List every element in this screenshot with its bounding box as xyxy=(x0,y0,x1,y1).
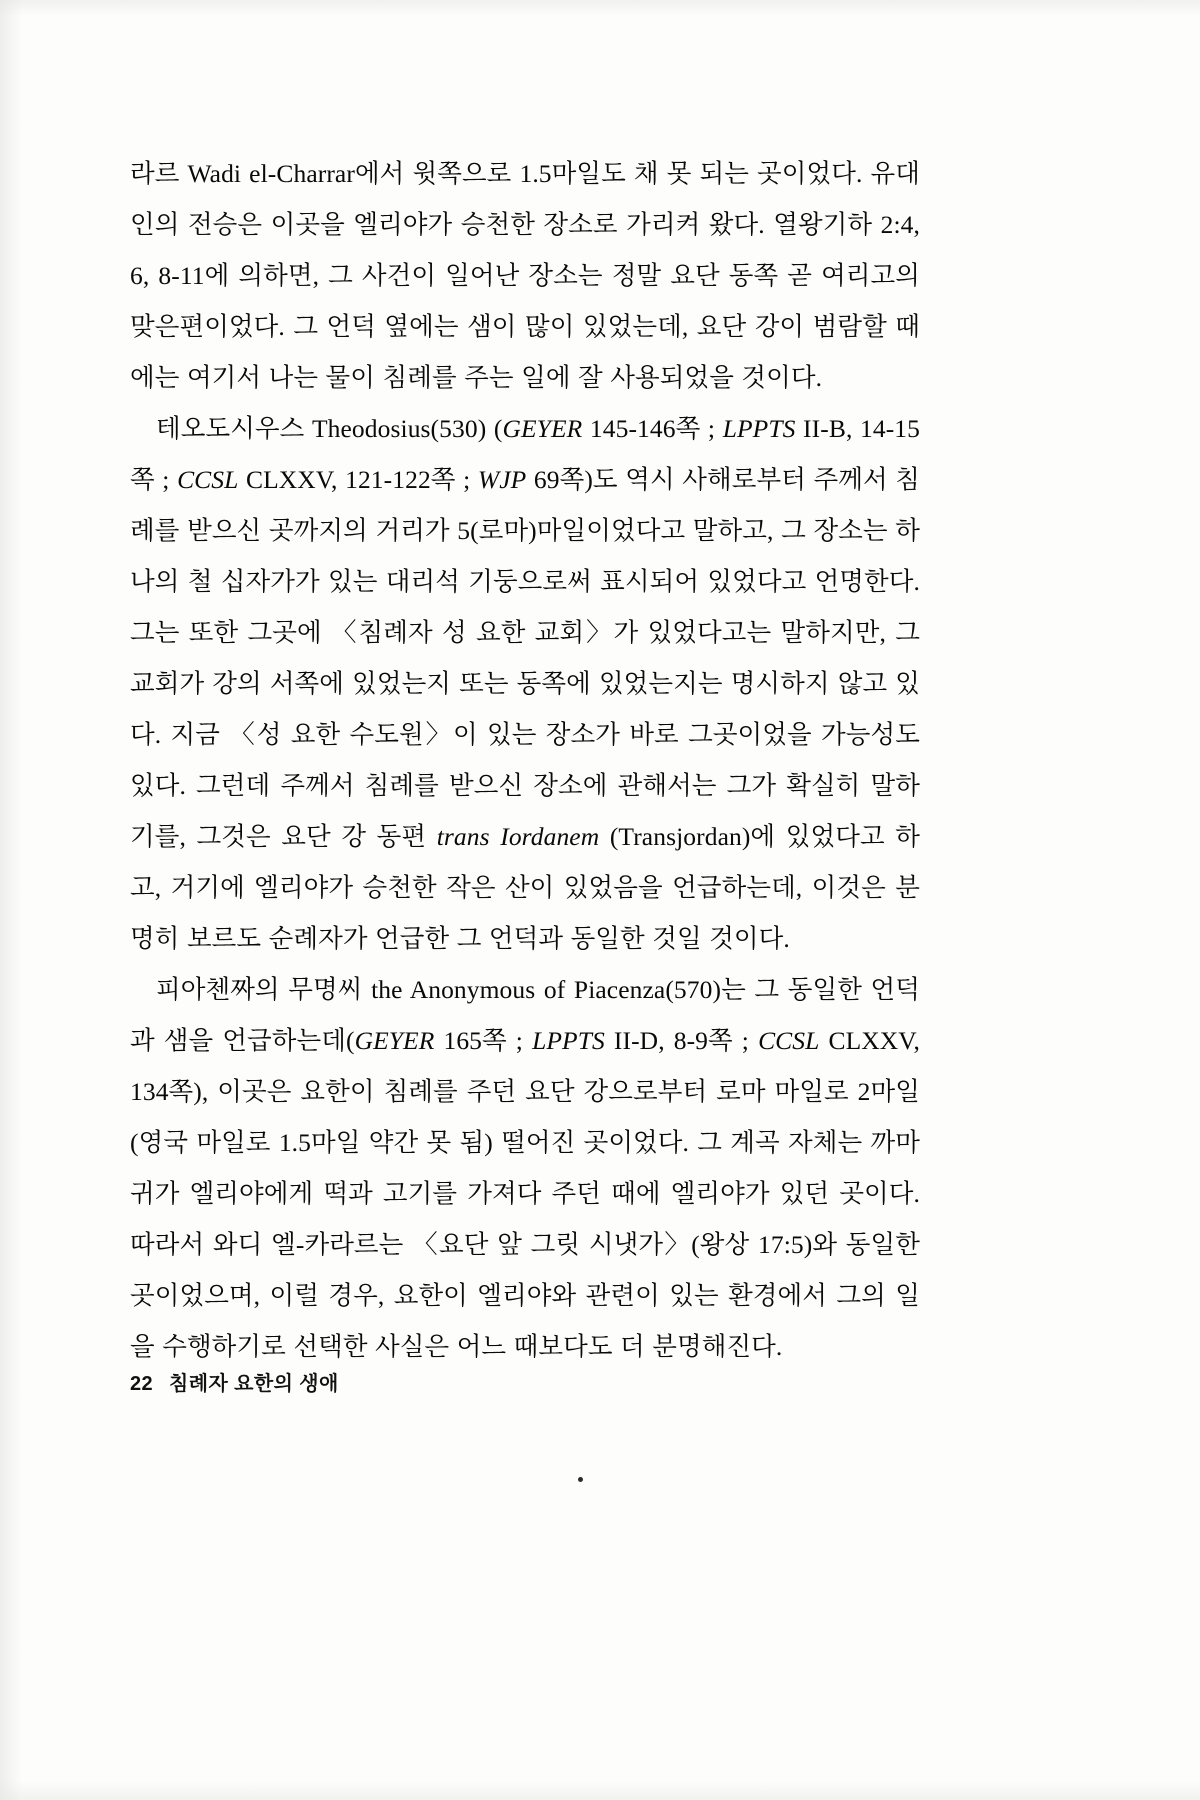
body-text-column xyxy=(130,148,920,1372)
scan-edge-left-shadow xyxy=(0,0,22,1800)
scan-edge-bottom-shadow xyxy=(0,1780,1200,1800)
paragraph-1: 라르 Wadi el-Charrar에서 윗쪽으로 1.5마일도 채 못 되는 곳이었다. 유대인의 전승은 이곳을 엘리야가 승천한 장소로 가리켜 왔다. 열왕기하 2:4, 6, 8-11에 의하면, 그 사건이 일어난 장소는 정말 요단 동쪽 곧 여리고의 맞은편이었다. 그 언덕 옆에는 샘이 많이 있었는데, 요단 강이 범람할 때에는 여기서 나는 물이 침례를 주는 일에 잘 사용되었을 것이다. xyxy=(130,159,920,392)
scan-edge-top-shadow xyxy=(0,0,1200,16)
paragraph-3: 피아첸짜의 무명씨 the Anonymous of Piacenza(570)는 그 동일한 언덕과 샘을 언급하는데(GEYER 165쪽 ; LPPTS II-D, 8-9쪽 ; CCSL CLXXV, 134쪽), 이곳은 요한이 침례를 주던 요단 강으로부터 로마 마일로 2마일(영국 마일로 1.5마일 약간 못 됨) 떨어진 곳이었다. 그 계곡 자체는 까마귀가 엘리야에게 떡과 고기를 가져다 주던 때에 엘리야가 있던 곳이다. 따라서 와디 엘-카라르는 〈요단 앞 그릿 시냇가〉(왕상 17:5)와 동일한 곳이었으며, 이럴 경우, 요한이 엘리야와 관련이 있는 환경에서 그의 일을 수행하기로 선택한 사실은 어느 때보다도 더 분명해진다. xyxy=(130,975,920,1361)
paragraph-2: 테오도시우스 Theodosius(530) (GEYER 145-146쪽 ; LPPTS II-B, 14-15쪽 ; CCSL CLXXV, 121-122쪽 ; WJP 69쪽)도 역시 사해로부터 주께서 침례를 받으신 곳까지의 거리가 5(로마)마일이었다고 말하고, 그 장소는 하나의 철 십자가가 있는 대리석 기둥으로써 표시되어 있었다고 언명한다. 그는 또한 그곳에 〈침례자 성 요한 교회〉가 있었다고는 말하지만, 그 교회가 강의 서쪽에 있었는지 또는 동쪽에 있었는지는 명시하지 않고 있다. 지금 〈성 요한 수도원〉이 있는 장소가 바로 그곳이었을 가능성도 있다. 그런데 주께서 침례를 받으신 장소에 관해서는 그가 확실히 말하기를, 그것은 요단 강 동편 trans Iordanem (Transjordan)에 있었다고 하고, 거기에 엘리야가 승천한 작은 산이 있었음을 언급하는데, 이것은 분명히 보르도 순례자가 언급한 그 언덕과 동일한 것일 것이다. xyxy=(130,414,921,953)
page-number: 22 xyxy=(130,1373,154,1395)
page-centre-mark xyxy=(578,1477,583,1482)
running-title: 침례자 요한의 생애 xyxy=(169,1373,339,1395)
page-footer xyxy=(130,1367,920,1396)
